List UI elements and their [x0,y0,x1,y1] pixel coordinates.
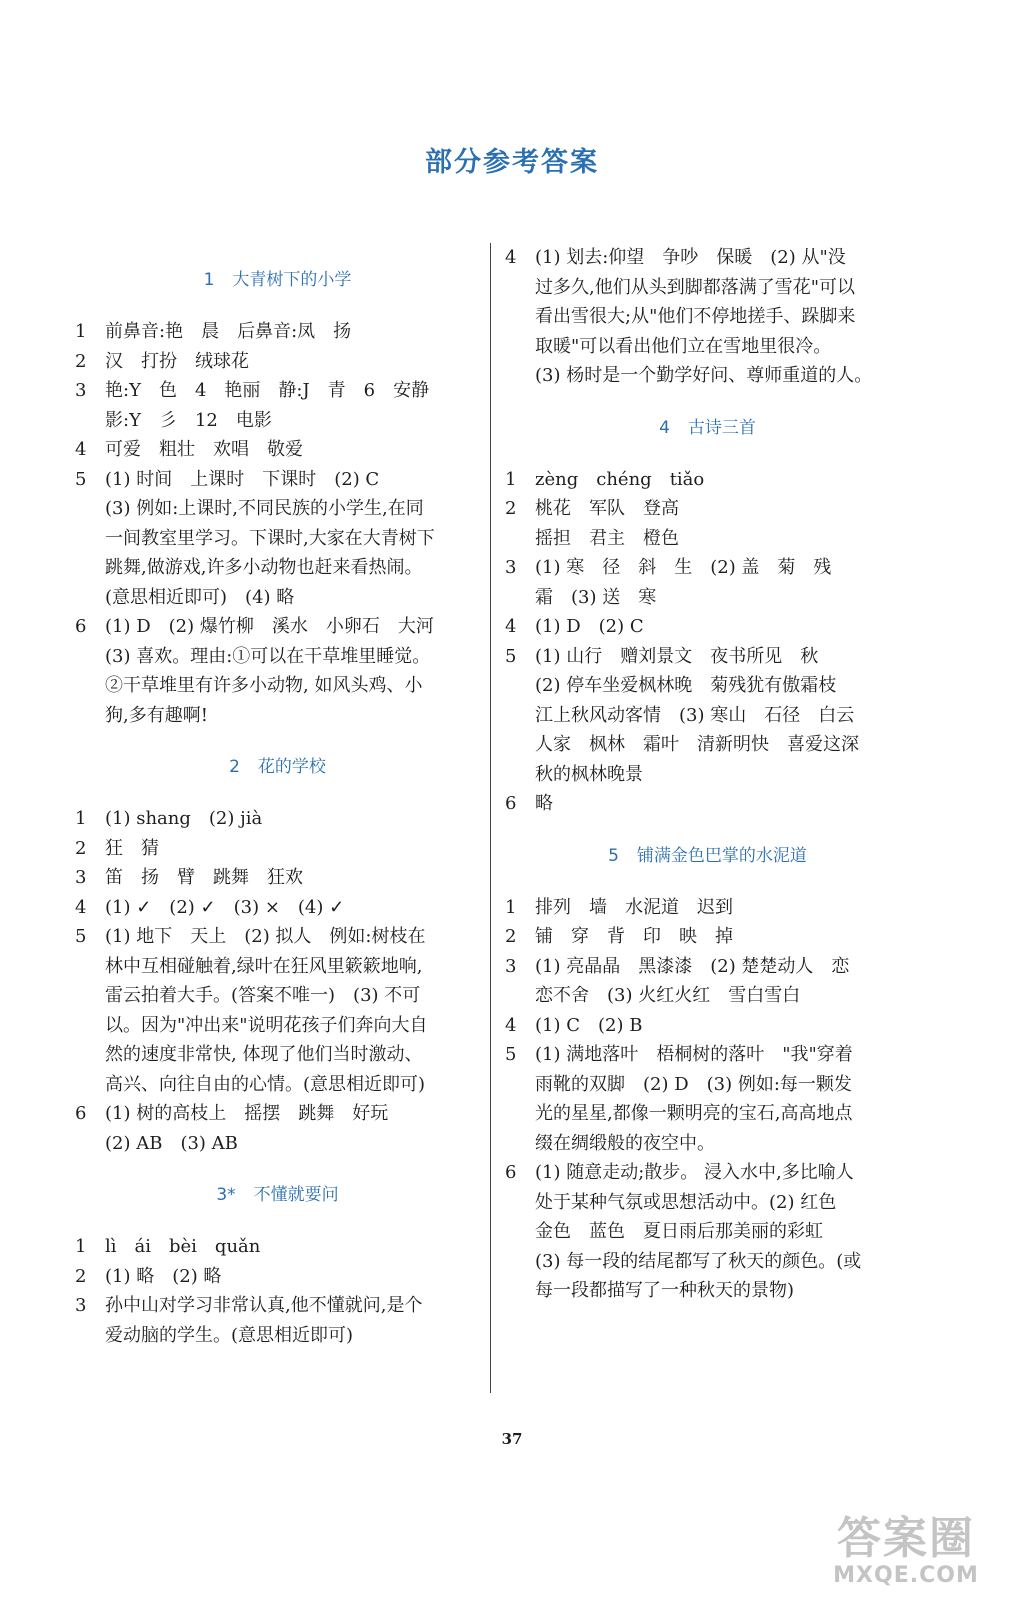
right-column [505,243,910,1306]
answer-item [505,952,910,1011]
answer-item [75,1262,480,1292]
answer-line: 艳:Y 色 4 艳丽 静:J 青 6 安静 [105,380,430,401]
watermark [816,1515,996,1588]
answer-number: 1 [75,321,87,342]
answer-item [75,1099,480,1158]
answer-body [535,893,910,923]
section-heading [75,730,480,804]
answer-item [505,612,910,642]
answer-line: 桃花 军队 登高 [535,498,679,519]
answer-number: 4 [505,616,517,637]
answer-number: 2 [505,498,517,519]
answer-body [535,952,910,1011]
answer-item [505,789,910,819]
answer-line: (3) 杨时是一个勤学好问、尊师重道的人。 [535,365,873,386]
answer-number: 5 [505,1044,517,1065]
answer-line: 看出雪很大;从"他们不停地搓手、跺脚来 [535,306,856,327]
answer-line: 金色 蓝色 夏日雨后那美丽的彩虹 [535,1221,823,1242]
answer-number: 3 [75,1295,87,1316]
answer-body [105,465,480,613]
answer-line: 霜 (3) 送 寒 [535,586,657,608]
answer-item [75,347,480,377]
answer-line: 高兴、向往自由的心情。(意思相近即可) [105,1073,426,1095]
answer-line: 狗,多有趣啊! [105,704,208,726]
column-divider [490,243,491,1393]
section-number: 1 [203,270,215,290]
answer-number: 5 [505,645,517,667]
answer-item [505,494,910,553]
answer-line: (1) 山行 赠刘景文 夜书所见 秋 [535,645,819,667]
answer-body [105,863,480,893]
answer-line: 恋不舍 (3) 火红火红 雪白雪白 [535,985,801,1006]
section-heading [75,1158,480,1232]
answer-item [505,465,910,495]
answer-line: 略 [535,793,553,814]
answer-body [535,1040,910,1158]
page-number: 37 [501,1430,523,1448]
answer-item [75,1232,480,1262]
answer-line: 排列 墙 水泥道 迟到 [535,896,733,918]
answer-number: 4 [75,439,87,460]
answer-line: 可爱 粗壮 欢唱 敬爱 [105,439,303,460]
answer-body [105,893,480,923]
answer-body [535,1011,910,1041]
section-number: 2 [229,757,240,777]
section-number: 5 [608,845,619,866]
answer-item [75,863,480,893]
answer-number: 2 [75,350,87,372]
answer-line: (1) 满地落叶 梧桐树的落叶 "我"穿着 [535,1044,853,1065]
answer-line: (1) 亮晶晶 黑漆漆 (2) 楚楚动人 恋 [535,955,850,977]
section-title: 铺满金色巴掌的水泥道 [636,845,807,866]
answer-line: 以。因为"冲出来"说明花孩子们奔向大自 [105,1014,428,1036]
answer-body [105,376,480,435]
answer-line: 然的速度非常快, 体现了他们当时激动、 [105,1044,423,1065]
answer-body [105,612,480,730]
answer-number: 6 [505,793,517,814]
answer-number: 6 [505,1162,517,1183]
answer-line: 处于某种气氛或思想活动中。(2) 红色 [535,1191,837,1213]
answer-body [535,922,910,952]
answer-body [105,1262,480,1292]
section-title: 大青树下的小学 [232,270,352,290]
section-heading [505,391,910,465]
answer-item [75,834,480,864]
answer-number: 4 [505,247,517,268]
answer-number: 2 [505,926,517,947]
answer-body [105,347,480,377]
answer-line: 笛 扬 臂 跳舞 狂欢 [105,867,303,888]
answer-number: 5 [75,926,87,947]
section-title: 花的学校 [257,757,326,777]
answer-number: 1 [75,1236,87,1257]
watermark-url: MXQE.COM [833,1563,979,1588]
answer-body [535,553,910,612]
answer-line: (1) 划去:仰望 争吵 保暖 (2) 从"没 [535,247,846,268]
answer-item [75,612,480,730]
answer-number: 5 [75,468,87,490]
answer-item [75,435,480,465]
answer-line: 汉 打扮 绒球花 [105,350,249,372]
answer-item [505,1158,910,1306]
answer-item [505,893,910,923]
section-heading [505,819,910,893]
answer-line: zèng chéng tiǎo [535,468,705,490]
answer-item [505,243,910,391]
answer-body [105,834,480,864]
answer-number: 6 [75,616,87,637]
answer-number: 1 [75,808,87,829]
answer-item [505,642,910,790]
answer-line: (1) 略 (2) 略 [105,1265,222,1287]
answer-item [505,922,910,952]
page-title: 部分参考答案 [425,147,599,178]
section-title: 不懂就要问 [253,1185,339,1205]
answer-line: (3) 喜欢。理由:①可以在干草堆里睡觉。 [105,645,431,667]
answer-body [105,1291,480,1350]
answer-line: 雨靴的双脚 (2) D (3) 例如:每一颗发 [535,1073,852,1095]
answer-line: lì ái bèi quǎn [105,1236,261,1257]
answer-number: 4 [75,896,87,918]
answer-line: (1) shang (2) jià [105,808,263,829]
section-heading [75,243,480,317]
answer-body [105,1099,480,1158]
answer-line: 取暖"可以看出他们立在雪地里很冷。 [535,335,832,357]
section-number: 4 [659,417,670,438]
answer-item [75,893,480,923]
answer-line: (3) 例如:上课时,不同民族的小学生,在同 [105,498,424,519]
answer-body [535,789,910,819]
answer-item [505,1011,910,1041]
answer-line: (1) ✓ (2) ✓ (3) × (4) ✓ [105,896,345,918]
answer-body [105,317,480,347]
answer-line: (2) 停车坐爱枫林晚 菊残犹有傲霜枝 [535,675,837,696]
answer-line: 缀在绸缎般的夜空中。 [535,1132,715,1154]
answer-line: (1) D (2) 爆竹柳 溪水 小卵石 大河 [105,616,434,637]
answer-item [75,804,480,834]
answer-line: 影:Y 彡 12 电影 [105,409,272,431]
answer-line: 前鼻音:艳 晨 后鼻音:凤 扬 [105,321,352,342]
answer-item [75,317,480,347]
answer-item [75,376,480,435]
answer-line: 跳舞,做游戏,许多小动物也赶来看热闹。 [105,557,423,578]
answer-item [505,553,910,612]
answer-line: (1) 树的高枝上 摇摆 跳舞 好玩 [105,1103,389,1124]
answer-body [535,1158,910,1306]
answer-number: 1 [505,468,517,490]
section-title: 古诗三首 [687,417,756,438]
answer-line: 秋的枫林晚景 [535,763,643,785]
answer-line: (1) D (2) C [535,616,644,637]
answer-line: 江上秋风动客情 (3) 寒山 石径 白云 [535,704,855,726]
answer-line: (2) AB (3) AB [105,1132,238,1154]
answer-item [505,1040,910,1158]
answer-item [75,922,480,1099]
section-number: 3* [216,1185,236,1205]
answer-line: (1) 时间 上课时 下课时 (2) C [105,468,380,490]
answer-body [105,922,480,1099]
answer-line: 狂 猜 [105,837,159,859]
answer-number: 6 [75,1103,87,1124]
answer-number: 2 [75,837,87,859]
answer-line: 孙中山对学习非常认真,他不懂就问,是个 [105,1295,423,1316]
answer-line: 光的星星,都像一颗明亮的宝石,高高地点 [535,1103,853,1124]
answer-line: (1) C (2) B [535,1014,643,1036]
answer-body [535,465,910,495]
answer-number: 3 [505,557,517,578]
answer-body [105,804,480,834]
answer-number: 3 [505,955,517,977]
answer-number: 3 [75,380,87,401]
answer-line: 爱动脑的学生。(意思相近即可) [105,1324,354,1346]
answer-line: (3) 每一段的结尾都写了秋天的颜色。(或 [535,1250,862,1272]
watermark-logo-text: 答案圈 [837,1513,975,1564]
answer-line: 摇担 君主 橙色 [535,527,679,549]
answer-line: 林中互相碰触着,绿叶在狂风里簌簌地响, [105,955,423,977]
answer-number: 3 [75,867,87,888]
answer-line: ②干草堆里有许多小动物, 如风头鸡、小 [105,675,423,696]
answer-line: 人家 枫林 霜叶 清新明快 喜爱这深 [535,734,859,755]
answer-line: (1) 地下 天上 (2) 拟人 例如:树枝在 [105,926,426,947]
answer-line: 过多久,他们从头到脚都落满了雪花"可以 [535,276,855,298]
answer-item [75,1291,480,1350]
answer-body [535,494,910,553]
answer-line: (意思相近即可) (4) 略 [105,586,295,608]
answer-body [105,435,480,465]
answer-number: 2 [75,1265,87,1287]
answer-body [105,1232,480,1262]
answer-item [75,465,480,613]
answer-line: 一间教室里学习。下课时,大家在大青树下 [105,527,435,549]
answer-body [535,642,910,790]
left-column [75,243,480,1350]
answer-number: 1 [505,896,517,918]
answer-line: 铺 穿 背 印 映 掉 [535,926,733,947]
answer-line: (1) 寒 径 斜 生 (2) 盖 菊 残 [535,557,832,578]
answer-line: 每一段都描写了一种秋天的景物) [535,1280,795,1301]
answer-line: (1) 随意走动;散步。 浸入水中,多比喻人 [535,1162,854,1183]
answer-number: 4 [505,1014,517,1036]
answer-body [535,612,910,642]
answer-body [535,243,910,391]
answer-line: 雷云拍着大手。(答案不唯一) (3) 不可 [105,985,421,1006]
